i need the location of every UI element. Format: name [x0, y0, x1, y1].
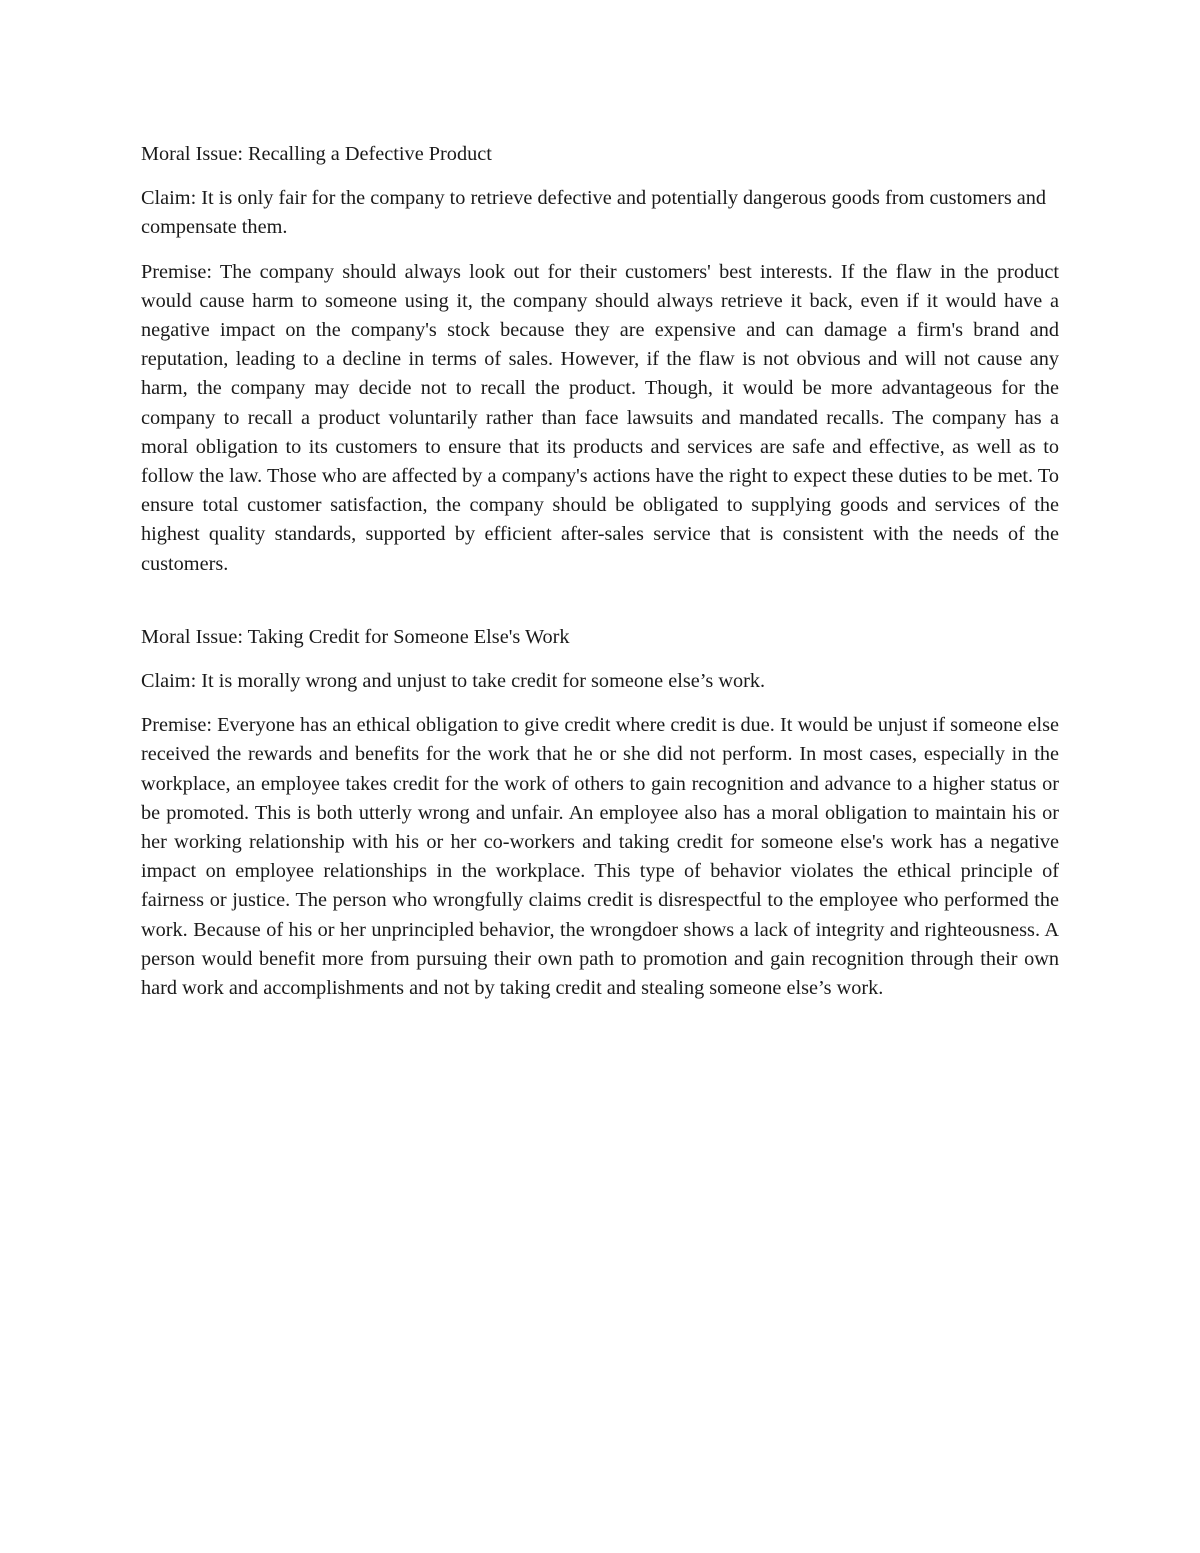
- claim-paragraph: Claim: It is morally wrong and unjust to take credit for someone else’s work.: [141, 670, 766, 693]
- document-body: [141, 140, 1059, 1018]
- section-defective-product: [141, 140, 1059, 579]
- claim-paragraph: Claim: It is only fair for the company to retrieve defective and potentially dangerous goods from customers and compensate them.: [141, 187, 1047, 239]
- premise-paragraph: Premise: Everyone has an ethical obligation to give credit where credit is due. It would be unjust if someone else received the rewards and benefits for the work that he or she did not perform. In most cases, especially in the workplace, an employee takes credit for the work of others to gain recognition and advance to a higher status or be promoted. This is both utterly wrong and unfair. An employee also has a moral obligation to maintain his or her working relationship with his or her co-workers and taking credit for someone else's work has a negative impact on employee relationships in the workplace. This type of behavior violates the ethical principle of fairness or justice. The person who wrongfully claims credit is disrespectful to the employee who performed the work. Because of his or her unprincipled behavior, the wrongdoer shows a lack of integrity and righteousness. A person would benefit more from pursuing their own path to promotion and gain recognition through their own hard work and accomplishments and not by taking credit and stealing someone else’s work.: [141, 714, 1059, 1000]
- premise-paragraph: Premise: The company should always look out for their customers' best interests. If the flaw in the product would cause harm to someone using it, the company should always retrieve it back, even if it would have a negative impact on the company's stock because they are expensive and can damage a firm's brand and reputation, leading to a decline in terms of sales. However, if the flaw is not obvious and will not cause any harm, the company may decide not to recall the product. Though, it would be more advantageous for the company to recall a product voluntarily rather than face lawsuits and mandated recalls. The company has a moral obligation to its customers to ensure that its products and services are safe and effective, as well as to follow the law. Those who are affected by a company's actions have the right to expect these duties to be met. To ensure total customer satisfaction, the company should be obligated to supplying goods and services of the highest quality standards, supported by efficient after-sales service that is consistent with the needs of the customers.: [141, 260, 1059, 575]
- moral-issue-heading: Moral Issue: Taking Credit for Someone Else's Work: [141, 625, 570, 648]
- section-taking-credit: [141, 623, 1059, 1003]
- moral-issue-heading: Moral Issue: Recalling a Defective Product: [141, 143, 492, 165]
